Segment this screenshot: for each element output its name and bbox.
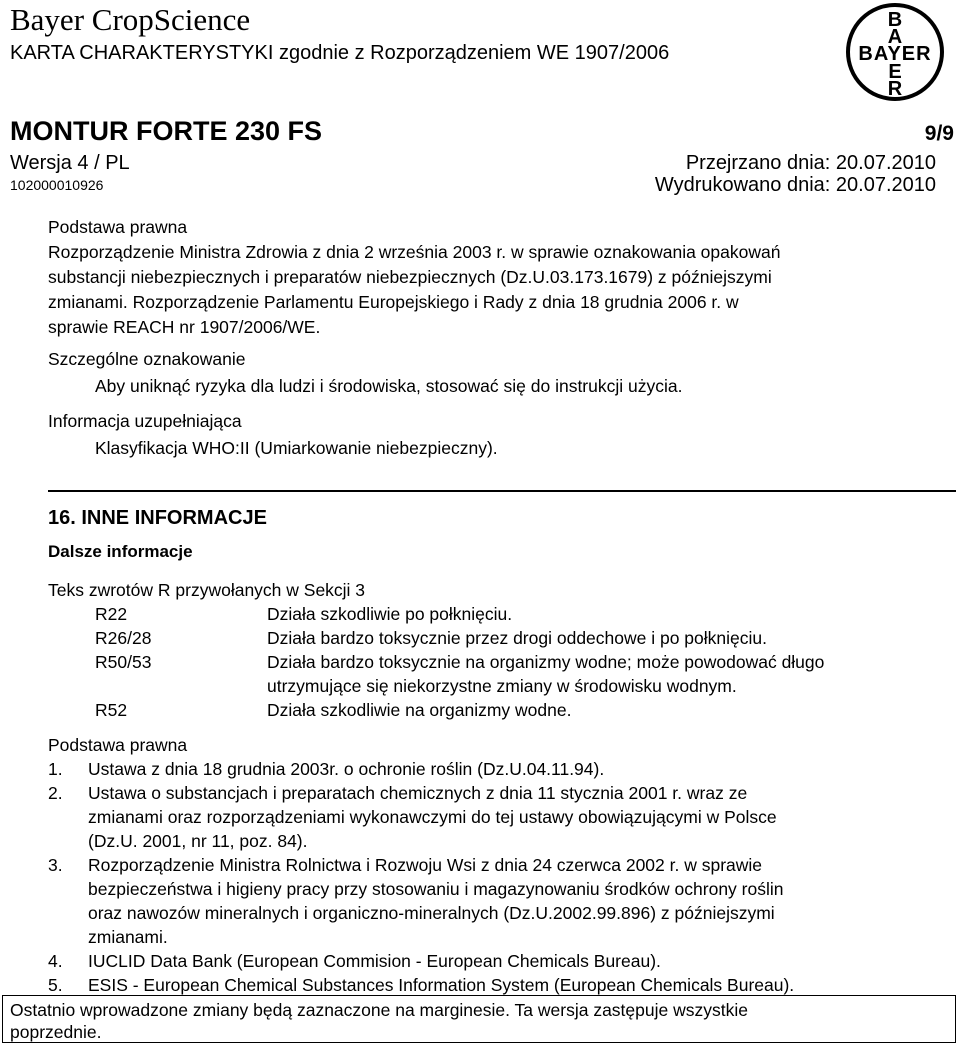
list-item: IUCLID Data Bank (European Commision - European Chemicals Bureau).	[88, 951, 661, 971]
r-phrase-text: Działa szkodliwie na organizmy wodne.	[267, 700, 572, 720]
list-item: Rozporządzenie Ministra Rolnictwa i Rozwoju Wsi z dnia 24 czerwca 2002 r. w sprawie	[88, 855, 763, 875]
legal-basis-heading: Podstawa prawna	[48, 735, 188, 755]
r-phrase-text: utrzymujące się niekorzystne zmiany w środowisku wodnym.	[267, 676, 737, 696]
list-item: (Dz.U. 2001, nr 11, poz. 84).	[88, 831, 308, 851]
legal-line: zmianami. Rozporządzenie Parlamentu Europejskiego i Rady z dnia 18 grudnia 2006 r. w	[48, 292, 739, 312]
bayer-logo	[834, 2, 956, 102]
document-code: 102000010926	[10, 177, 104, 193]
svg-text:R: R	[887, 78, 903, 100]
r-phrase-code: R22	[95, 604, 128, 624]
r-phrase-code: R26/28	[95, 628, 152, 648]
r-phrase-text: Działa szkodliwie po połknięciu.	[267, 604, 513, 624]
list-number: 2.	[48, 783, 63, 803]
supplementary-info-text: Klasyfikacja WHO:II (Umiarkowanie niebezpieczny).	[95, 438, 498, 458]
list-item: Ustawa z dnia 18 grudnia 2003r. o ochronie roślin (Dz.U.04.11.94).	[88, 759, 605, 779]
r-phrases-heading: Teks zwrotów R przywołanych w Sekcji 3	[48, 580, 366, 600]
svg-text:E: E	[888, 61, 902, 83]
list-item: ESIS - European Chemical Substances Information System (European Chemicals Bureau).	[88, 975, 795, 995]
list-item: Ustawa o substancjach i preparatach chemicznych z dnia 11 stycznia 2001 r. wraz ze	[88, 783, 748, 803]
footer-notice: Ostatnio wprowadzone zmiany będą zaznaczone na marginesie. Ta wersja zastępuje wszystkie	[10, 1000, 748, 1020]
version: Wersja 4 / PL	[10, 152, 130, 174]
special-labelling-heading: Szczególne oznakowanie	[48, 349, 246, 369]
r-phrase-code: R52	[95, 700, 128, 720]
r-phrase-code: R50/53	[95, 652, 152, 672]
list-item: zmianami.	[88, 927, 168, 947]
list-number: 4.	[48, 951, 63, 971]
svg-text:BAYER: BAYER	[858, 43, 932, 65]
legal-heading: Podstawa prawna	[48, 217, 188, 237]
supplementary-info-heading: Informacja uzupełniająca	[48, 411, 242, 431]
svg-text:A: A	[887, 26, 903, 48]
page-number: 9/9	[924, 122, 954, 145]
revision-date: Przejrzano dnia: 20.07.2010	[685, 152, 936, 174]
product-name: MONTUR FORTE 230 FS	[10, 116, 323, 146]
svg-text:B: B	[887, 9, 903, 31]
legal-line: sprawie REACH nr 1907/2006/WE.	[48, 317, 321, 337]
print-date: Wydrukowano dnia: 20.07.2010	[654, 174, 936, 196]
r-phrase-text: Działa bardzo toksycznie na organizmy wodne; może powodować długo	[267, 652, 825, 672]
list-item: bezpieczeństwa i higieny pracy przy stosowaniu i magazynowaniu środków ochrony roślin	[88, 879, 784, 899]
section-title: 16. INNE INFORMACJE	[48, 507, 267, 529]
list-number: 5.	[48, 975, 63, 995]
list-item: zmianami oraz rozporządzeniami wykonawczymi do tej ustawy obowiązującymi w Polsce	[88, 807, 777, 827]
list-number: 1.	[48, 759, 63, 779]
footer-notice: poprzednie.	[10, 1022, 102, 1042]
list-number: 3.	[48, 855, 63, 875]
list-item: oraz nawozów mineralnych i organiczno-mineralnych (Dz.U.2002.99.896) z późniejszymi	[88, 903, 775, 923]
company-name: Bayer CropScience	[10, 2, 251, 37]
document-type: KARTA CHARAKTERYSTYKI zgodnie z Rozporządzeniem WE 1907/2006	[10, 42, 670, 64]
r-phrase-text: Działa bardzo toksycznie przez drogi oddechowe i po połknięciu.	[267, 628, 767, 648]
special-labelling-text: Aby uniknąć ryzyka dla ludzi i środowiska, stosować się do instrukcji użycia.	[95, 376, 683, 396]
section-divider	[48, 490, 956, 492]
section-subtitle: Dalsze informacje	[48, 542, 193, 561]
legal-line: Rozporządzenie Ministra Zdrowia z dnia 2 września 2003 r. w sprawie oznakowania opakowań	[48, 242, 781, 262]
legal-line: substancji niebezpiecznych i preparatów niebezpiecznych (Dz.U.03.173.1679) z późniejszymi	[48, 267, 772, 287]
